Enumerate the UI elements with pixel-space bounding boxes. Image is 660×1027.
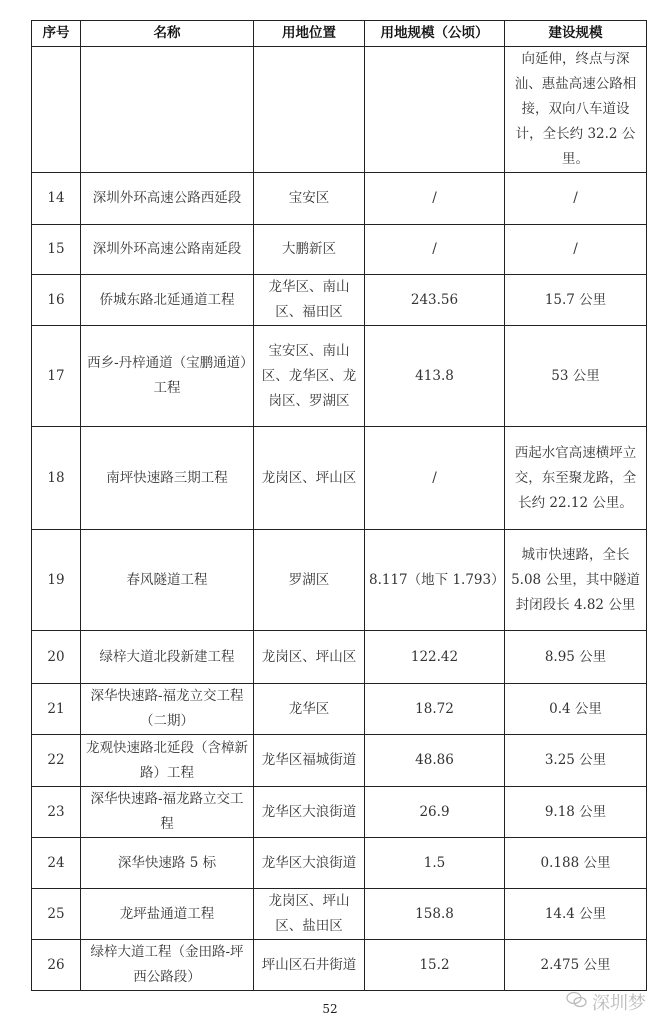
cell-area: 158.8 (365, 889, 505, 940)
cell-name: 西乡-丹梓通道（宝鹏通道）工程 (81, 326, 254, 427)
cell-area: 243.56 (365, 275, 505, 326)
cell-area: 8.117（地下 1.793） (365, 530, 505, 631)
cell-name: 深华快速路-福龙路立交工程 (81, 787, 254, 838)
cell-name (81, 47, 254, 173)
cell-scale: 15.7 公里 (505, 275, 647, 326)
cell-no: 16 (32, 275, 81, 326)
cell-no: 21 (32, 684, 81, 735)
cell-name: 深华快速路-福龙立交工程（二期） (81, 684, 254, 735)
cell-scale: 8.95 公里 (505, 631, 647, 684)
project-table (31, 20, 647, 991)
table-row (32, 275, 647, 326)
header-no: 序号 (32, 21, 81, 47)
cell-no: 26 (32, 940, 81, 991)
cell-location: 龙华区大浪街道 (254, 838, 365, 889)
cell-area: / (365, 173, 505, 225)
cell-area: 26.9 (365, 787, 505, 838)
table-row (32, 530, 647, 631)
page-number: 52 (322, 1002, 338, 1016)
cell-no: 15 (32, 225, 81, 275)
cell-location (254, 47, 365, 173)
table-row (32, 326, 647, 427)
cell-name: 绿梓大道工程（金田路-坪西公路段） (81, 940, 254, 991)
cell-location: 罗湖区 (254, 530, 365, 631)
cell-scale: 西起水官高速横坪立交，东至聚龙路，全长约 22.12 公里。 (505, 427, 647, 530)
cell-no (32, 47, 81, 173)
table-row (32, 427, 647, 530)
cell-scale: / (505, 225, 647, 275)
cell-scale: 0.4 公里 (505, 684, 647, 735)
cell-location: 龙华区、南山区、福田区 (254, 275, 365, 326)
cell-no: 23 (32, 787, 81, 838)
table-header-row (32, 21, 647, 47)
cell-location: 龙华区大浪街道 (254, 787, 365, 838)
cell-scale: 9.18 公里 (505, 787, 647, 838)
cell-area: 413.8 (365, 326, 505, 427)
cell-scale: / (505, 173, 647, 225)
cell-location: 龙岗区、坪山区、盐田区 (254, 889, 365, 940)
watermark (566, 989, 646, 1015)
cell-no: 18 (32, 427, 81, 530)
table-row (32, 225, 647, 275)
header-location: 用地位置 (254, 21, 365, 47)
cell-no: 14 (32, 173, 81, 225)
table-row (32, 735, 647, 787)
header-scale: 建设规模 (505, 21, 647, 47)
cell-scale: 城市快速路，全长 5.08 公里，其中隧道封闭段长 4.82 公里 (505, 530, 647, 631)
cell-area: 48.86 (365, 735, 505, 787)
cell-no: 24 (32, 838, 81, 889)
cell-area: / (365, 427, 505, 530)
cell-scale: 2.475 公里 (505, 940, 647, 991)
cell-area: 15.2 (365, 940, 505, 991)
cell-location: 龙华区 (254, 684, 365, 735)
cell-no: 17 (32, 326, 81, 427)
cell-area: 1.5 (365, 838, 505, 889)
table-row (32, 940, 647, 991)
table-row (32, 173, 647, 225)
cell-scale: 14.4 公里 (505, 889, 647, 940)
table-row (32, 889, 647, 940)
cell-no: 19 (32, 530, 81, 631)
cell-name: 龙观快速路北延段（含樟新路）工程 (81, 735, 254, 787)
wechat-icon (566, 991, 588, 1014)
cell-location: 宝安区、南山区、龙华区、龙岗区、罗湖区 (254, 326, 365, 427)
cell-scale: 向延伸，终点与深汕、惠盐高速公路相接，双向八车道设计，全长约 32.2 公里。 (505, 47, 647, 173)
header-name: 名称 (81, 21, 254, 47)
cell-name: 龙坪盐通道工程 (81, 889, 254, 940)
cell-no: 22 (32, 735, 81, 787)
cell-scale: 3.25 公里 (505, 735, 647, 787)
cell-name: 深圳外环高速公路南延段 (81, 225, 254, 275)
cell-location: 龙岗区、坪山区 (254, 631, 365, 684)
cell-area (365, 47, 505, 173)
cell-no: 20 (32, 631, 81, 684)
cell-area: 122.42 (365, 631, 505, 684)
cell-scale: 0.188 公里 (505, 838, 647, 889)
cell-no: 25 (32, 889, 81, 940)
table-row (32, 838, 647, 889)
cell-location: 大鹏新区 (254, 225, 365, 275)
cell-location: 宝安区 (254, 173, 365, 225)
cell-name: 绿梓大道北段新建工程 (81, 631, 254, 684)
header-area: 用地规模（公顷） (365, 21, 505, 47)
table-row (32, 787, 647, 838)
cell-location: 龙岗区、坪山区 (254, 427, 365, 530)
cell-name: 侨城东路北延通道工程 (81, 275, 254, 326)
cell-name: 深圳外环高速公路西延段 (81, 173, 254, 225)
cell-location: 坪山区石井街道 (254, 940, 365, 991)
table-row (32, 684, 647, 735)
cell-name: 春风隧道工程 (81, 530, 254, 631)
cell-scale: 53 公里 (505, 326, 647, 427)
cell-area: / (365, 225, 505, 275)
table-row (32, 47, 647, 173)
cell-area: 18.72 (365, 684, 505, 735)
cell-location: 龙华区福城街道 (254, 735, 365, 787)
watermark-text: 深圳梦 (592, 993, 646, 1014)
cell-name: 深华快速路 5 标 (81, 838, 254, 889)
table-row (32, 631, 647, 684)
cell-name: 南坪快速路三期工程 (81, 427, 254, 530)
